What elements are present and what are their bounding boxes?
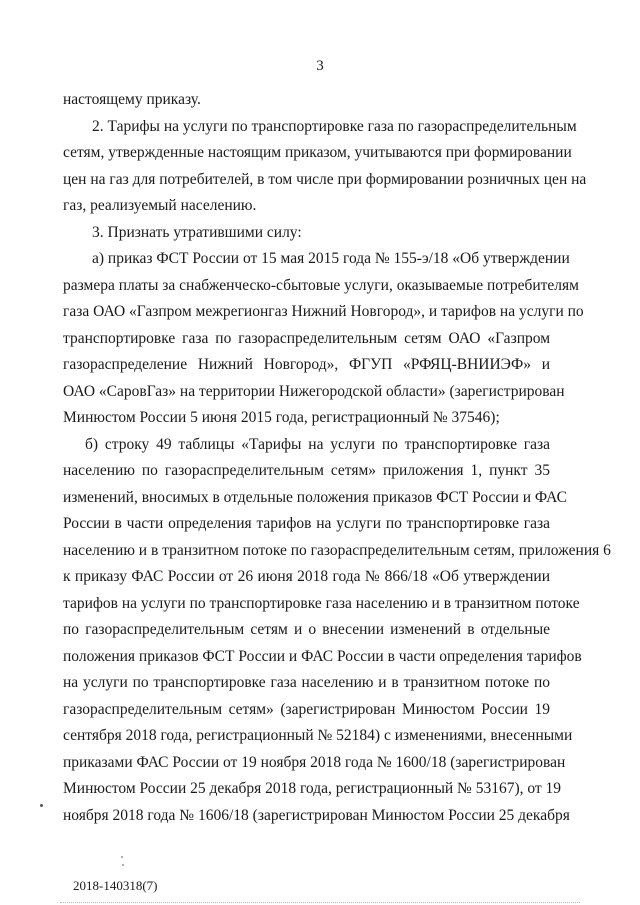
text-line: настоящему приказу. bbox=[63, 91, 201, 108]
text-line: к приказу ФАС России от 26 июня 2018 года № 866/18 «Об утверждении bbox=[63, 568, 550, 585]
text-line: по газораспределительным сетям и о внесении изменений в отдельные bbox=[63, 621, 550, 638]
text-line: России в части определения тарифов на услуги по транспортировке газа bbox=[63, 515, 550, 532]
page-number: 3 bbox=[316, 58, 324, 74]
text-line: газораспределительным сетям» (зарегистрирован Минюстом России 19 bbox=[63, 700, 550, 718]
text-line: размера платы за снабженческо-сбытовые услуги, оказываемые потребителям bbox=[63, 276, 579, 294]
text-line: 3. Признать утратившими силу: bbox=[92, 223, 302, 241]
scan-speck bbox=[122, 864, 124, 866]
text-line: приказами ФАС России от 19 ноября 2018 года № 1600/18 (зарегистрирован bbox=[63, 753, 566, 771]
text-line: Минюстом России 25 декабря 2018 года, регистрационный № 53167), от 19 bbox=[63, 780, 562, 797]
document-body bbox=[63, 87, 611, 829]
scan-speck bbox=[121, 856, 123, 858]
scan-speck bbox=[40, 804, 43, 807]
text-line: б) строку 49 таблицы «Тарифы на услуги по транспортировке газа bbox=[85, 435, 550, 453]
text-line: транспортировке газа по газораспределительным сетям ОАО «Газпром bbox=[63, 329, 550, 347]
text-line: Минюстом России 5 июня 2015 года, регистрационный № 37546); bbox=[63, 409, 500, 426]
document-code: 2018-140318(7) bbox=[73, 878, 158, 893]
text-line: сентября 2018 года, регистрационный № 52184) с изменениями, внесенными bbox=[63, 727, 573, 744]
text-line: 2. Тарифы на услуги по транспортировке газа по газораспределительным bbox=[92, 117, 577, 135]
text-line: населению по газораспределительным сетям» приложения 1, пункт 35 bbox=[63, 462, 550, 479]
text-line: ноября 2018 года № 1606/18 (зарегистрирован Минюстом России 25 декабря bbox=[63, 806, 570, 824]
text-line: тарифов на услуги по транспортировке газа населению и в транзитном потоке bbox=[63, 594, 580, 612]
text-line: газ, реализуемый населению. bbox=[63, 197, 257, 214]
text-line: населению и в транзитном потоке по газораспределительным сетям, приложения 6 bbox=[63, 541, 611, 559]
text-line: сетям, утвержденные настоящим приказом, учитываются при формировании bbox=[63, 144, 572, 161]
text-line: цен на газ для потребителей, в том числе при формировании розничных цен на bbox=[63, 170, 587, 188]
scan-edge-line bbox=[60, 902, 580, 903]
text-line: изменений, вносимых в отдельные положения приказов ФСТ России и ФАС bbox=[63, 488, 567, 506]
text-line: а) приказ ФСТ России от 15 мая 2015 года № 155-э/18 «Об утверждении bbox=[92, 250, 570, 267]
text-line: газораспределение Нижний Новгород», ФГУП «РФЯЦ-ВНИИЭФ» и bbox=[63, 356, 550, 373]
text-line: на услуги по транспортировке газа населению и в транзитном потоке по bbox=[63, 674, 550, 691]
text-line: положения приказов ФСТ России и ФАС России в части определения тарифов bbox=[63, 647, 582, 665]
text-line: газа ОАО «Газпром межрегионгаз Нижний Новгород», и тарифов на услуги по bbox=[63, 303, 584, 320]
text-line: ОАО «СаровГаз» на территории Нижегородской области» (зарегистрирован bbox=[63, 382, 565, 400]
